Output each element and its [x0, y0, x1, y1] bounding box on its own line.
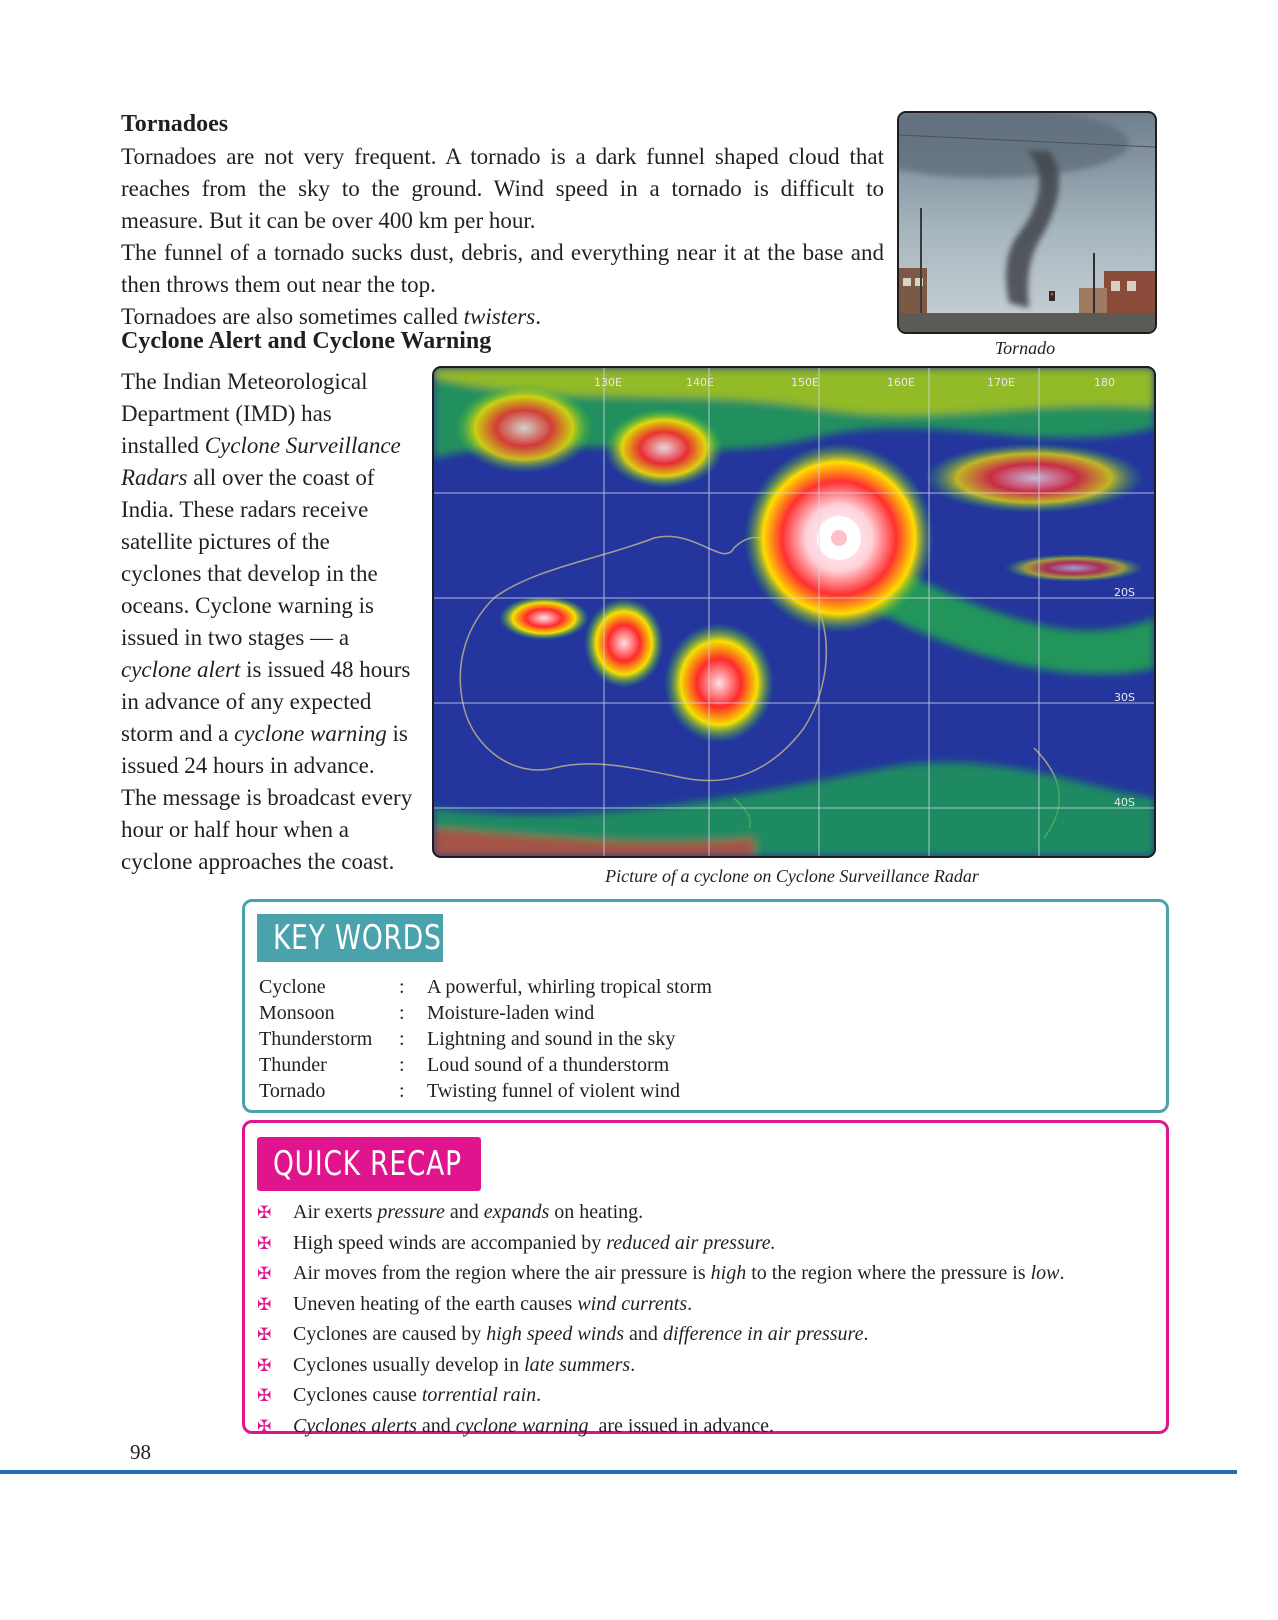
radar-label-20s: 20S: [1114, 586, 1135, 599]
key-word-colon: :: [399, 1054, 405, 1076]
radar-label-130e: 130E: [594, 376, 622, 389]
cross-bullet-icon: ✠: [257, 1416, 272, 1437]
radar-label-160e: 160E: [887, 376, 915, 389]
quick-recap-list: [257, 1198, 1152, 1442]
recap-item: ✠ Uneven heating of the earth causes wind currents.: [257, 1290, 1152, 1321]
recap-item: ✠ Cyclones usually develop in late summers.: [257, 1351, 1152, 1382]
cross-bullet-icon: ✠: [257, 1294, 272, 1315]
radar-label-180: 180: [1094, 376, 1115, 389]
radar-satellite-illustration: [434, 368, 1154, 856]
term-twisters: twisters: [463, 304, 536, 329]
radar-label-140e: 140E: [686, 376, 714, 389]
radar-image-caption: Picture of a cyclone on Cyclone Surveillance Radar: [605, 866, 979, 886]
cross-bullet-icon: ✠: [257, 1203, 272, 1223]
tornadoes-paragraph-1: Tornadoes are not very frequent. A tornado is a dark funnel shaped cloud that reaches from the sky to the ground. Wind speed in a tornado is difficult to measure. But it can be over 400 km per hour.: [121, 144, 884, 233]
cross-bullet-icon: ✠: [257, 1355, 272, 1376]
key-word-definition: Lightning and sound in the sky: [427, 1028, 676, 1050]
recap-item: ✠ Air exerts pressure and expands on heating.: [257, 1198, 1152, 1229]
page-number: 98: [130, 1440, 151, 1464]
key-word-colon: :: [399, 1028, 405, 1050]
quick-recap-title-tag: [257, 1137, 481, 1191]
key-word-term: Monsoon: [259, 1002, 335, 1024]
key-word-definition: Twisting funnel of violent wind: [427, 1080, 681, 1102]
tornadoes-body: [121, 141, 884, 333]
cross-bullet-icon: ✠: [257, 1233, 272, 1254]
term-cyclone-surveillance-radars: Cyclone Surveillance Radars: [121, 433, 401, 490]
tornado-photo: [897, 111, 1157, 334]
section-heading-tornadoes: Tornadoes: [121, 111, 229, 137]
key-word-colon: :: [399, 1002, 405, 1024]
cyclone-radar-image: [432, 366, 1156, 858]
tornadoes-paragraph-3: Tornadoes are also sometimes called twisters.: [121, 304, 541, 329]
term-cyclone-alert: cyclone alert: [121, 657, 241, 682]
key-word-definition: A powerful, whirling tropical storm: [427, 976, 712, 998]
key-word-row: [259, 1078, 712, 1104]
footer-rule: [0, 1470, 1237, 1474]
tornadoes-paragraph-2: The funnel of a tornado sucks dust, debris, and everything near it at the base and then throws them out near the top.: [121, 240, 884, 297]
key-word-term: Tornado: [259, 1080, 326, 1102]
radar-label-40s: 40S: [1114, 796, 1135, 809]
recap-item: ✠ Cyclones are caused by high speed winds and difference in air pressure.: [257, 1320, 1152, 1351]
key-word-row: [259, 974, 712, 1000]
section-heading-cyclone-alert: Cyclone Alert and Cyclone Warning: [121, 328, 492, 354]
term-cyclone-warning: cyclone warning: [234, 721, 387, 746]
cross-bullet-icon: ✠: [257, 1325, 272, 1345]
key-word-term: Cyclone: [259, 976, 326, 998]
tornado-illustration: [899, 113, 1155, 332]
radar-label-150e: 150E: [791, 376, 819, 389]
cross-bullet-icon: ✠: [257, 1264, 272, 1284]
recap-item: ✠ Air moves from the region where the air pressure is high to the region where the pressure is low.: [257, 1259, 1152, 1290]
key-words-title-tag: [257, 914, 443, 962]
quick-recap-box: [242, 1120, 1169, 1437]
cross-bullet-icon: ✠: [257, 1386, 272, 1406]
key-word-colon: :: [399, 1080, 405, 1102]
key-words-title: KEY WORDS: [273, 918, 442, 958]
key-word-row: [259, 1000, 712, 1026]
key-word-colon: :: [399, 976, 405, 998]
key-word-definition: Moisture-laden wind: [427, 1002, 595, 1024]
key-word-term: Thunderstorm: [259, 1028, 373, 1050]
recap-item: ✠ High speed winds are accompanied by reduced air pressure.: [257, 1229, 1152, 1260]
key-word-term: Thunder: [259, 1054, 327, 1076]
quick-recap-title: QUICK RECAP: [273, 1144, 462, 1184]
recap-item: ✠ Cyclones cause torrential rain.: [257, 1381, 1152, 1412]
tornado-photo-caption: Tornado: [994, 338, 1056, 358]
recap-item: ✠ Cyclones alerts and cyclone warning are issued in advance.: [257, 1412, 1152, 1443]
key-word-row: [259, 1026, 712, 1052]
key-words-list: [259, 974, 712, 1104]
radar-label-170e: 170E: [987, 376, 1015, 389]
cyclone-alert-body: The Indian Meteorological Department (IMD) has installed Cyclone Surveillance Radars all over the coast of India. These radars receive satellite pictures of the cyclones that develop in the oceans. Cyclone warning is issued in two stages — a cyclone alert is issued 48 hours in advance of any expected storm and a cyclone warning is issued 24 hours in advance. The message is broadcast every hour or half hour when a cyclone approaches the coast.: [121, 369, 413, 874]
radar-label-30s: 30S: [1114, 691, 1135, 704]
key-words-box: [242, 899, 1169, 1113]
key-word-definition: Loud sound of a thunderstorm: [427, 1054, 670, 1076]
key-word-row: [259, 1052, 712, 1078]
